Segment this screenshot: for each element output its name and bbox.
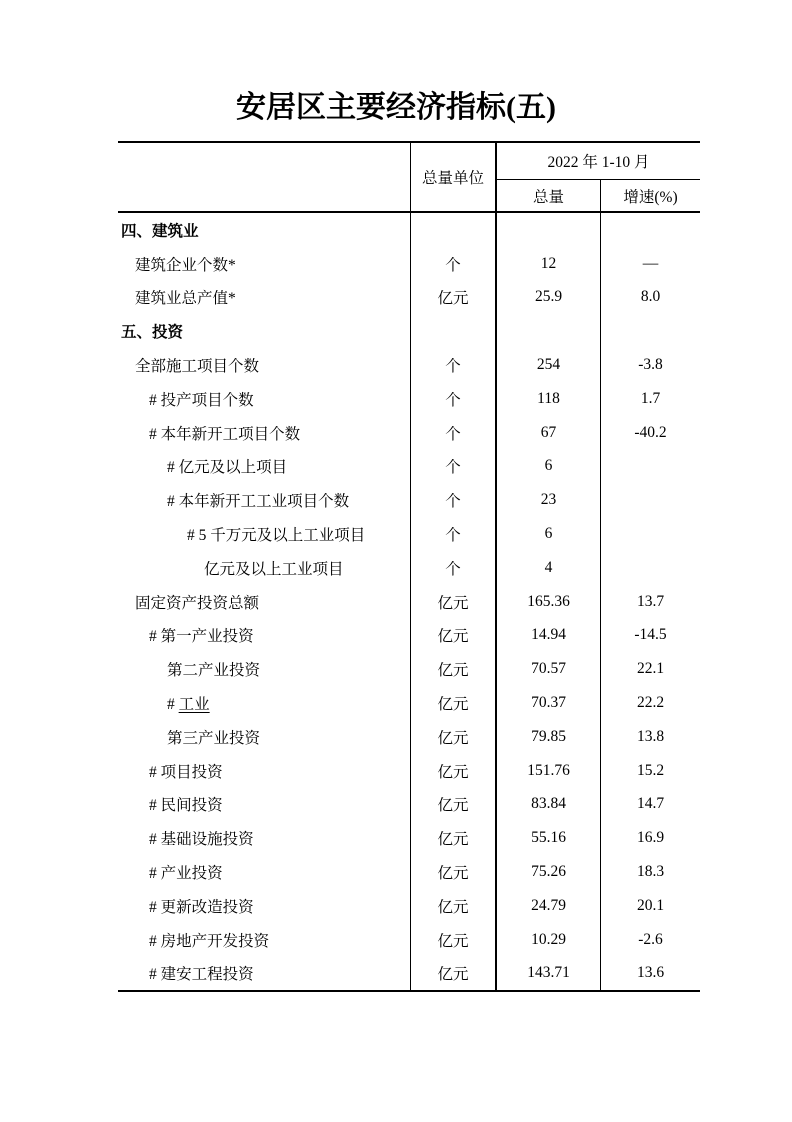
- row-total-cell: 6: [544, 525, 553, 543]
- row-growth-cell: 14.7: [600, 788, 700, 822]
- row-growth-cell: 22.2: [600, 686, 700, 720]
- row-indicator-label: 建筑企业个数*: [135, 256, 236, 274]
- row-indicator-label: 第三产业投资: [167, 729, 261, 747]
- row-indicator-label: 第二产业投资: [167, 662, 261, 680]
- row-indicator-label: # 产业投资: [149, 865, 223, 883]
- table-row: [118, 281, 700, 315]
- table-row: [118, 754, 700, 788]
- table-header: [118, 141, 700, 213]
- row-unit-cell: 亿元: [410, 619, 497, 653]
- row-unit-cell: 个: [410, 517, 497, 551]
- table-row: [118, 517, 700, 551]
- row-unit-cell: 亿元: [410, 923, 497, 957]
- header-growth: 增速(%): [600, 180, 700, 211]
- row-growth-cell: 20.1: [600, 889, 700, 923]
- row-total-cell: 14.94: [531, 626, 566, 644]
- row-unit-cell: 亿元: [410, 754, 497, 788]
- row-indicator-label: 固定资产投资总额: [135, 594, 260, 612]
- table-row: [118, 585, 700, 619]
- row-indicator-label: # 房地产开发投资: [149, 932, 270, 950]
- row-unit-cell: 个: [410, 247, 497, 281]
- row-total-cell: 79.85: [531, 727, 566, 745]
- row-total-cell: 143.71: [527, 964, 570, 982]
- row-total-cell: [497, 314, 600, 348]
- table-row: [118, 382, 700, 416]
- row-indicator-label: 四、建筑业: [121, 222, 199, 240]
- row-total-cell: 23: [540, 491, 557, 509]
- table-row: [118, 821, 700, 855]
- row-unit-cell: 亿元: [410, 585, 497, 619]
- row-total-cell: 70.37: [531, 694, 566, 712]
- row-indicator-label: # 工业: [167, 696, 210, 714]
- row-indicator-label: # 更新改造投资: [149, 898, 254, 916]
- row-unit-cell: 亿元: [410, 652, 497, 686]
- header-unit: 总量单位: [410, 143, 497, 211]
- row-unit-cell: 个: [410, 450, 497, 484]
- economic-indicators-table: [118, 141, 700, 992]
- table-row: [118, 483, 700, 517]
- row-indicator-label: # 本年新开工项目个数: [149, 425, 301, 443]
- row-growth-cell: -3.8: [600, 348, 700, 382]
- row-growth-cell: [600, 314, 700, 348]
- row-growth-cell: -14.5: [600, 619, 700, 653]
- table-row: [118, 652, 700, 686]
- row-indicator-label: 建筑业总产值*: [135, 290, 236, 308]
- row-growth-cell: [600, 450, 700, 484]
- row-unit-cell: 个: [410, 382, 497, 416]
- row-indicator-label: # 投产项目个数: [149, 391, 254, 409]
- row-indicator-label: 亿元及以上工业项目: [204, 560, 344, 578]
- row-unit-cell: 亿元: [410, 855, 497, 889]
- table-row: [118, 450, 700, 484]
- table-row: [118, 923, 700, 957]
- row-total-cell: 254: [536, 356, 561, 374]
- row-growth-cell: [600, 483, 700, 517]
- row-growth-cell: [600, 551, 700, 585]
- row-total-cell: 10.29: [531, 930, 566, 948]
- row-indicator-label: 五、投资: [121, 324, 184, 342]
- table-row: [118, 788, 700, 822]
- row-indicator-label: # 民间投资: [149, 797, 223, 815]
- table-row: [118, 686, 700, 720]
- row-growth-cell: [600, 213, 700, 247]
- row-indicator-label: 全部施工项目个数: [135, 358, 260, 376]
- row-total-cell: 4: [544, 558, 553, 576]
- table-row: [118, 213, 700, 247]
- row-growth-cell: 1.7: [600, 382, 700, 416]
- row-growth-cell: [600, 517, 700, 551]
- row-total-cell: 70.57: [531, 660, 566, 678]
- row-indicator-label: # 亿元及以上项目: [167, 459, 288, 477]
- table-row: [118, 720, 700, 754]
- row-indicator-label: # 第一产业投资: [149, 628, 254, 646]
- row-growth-cell: -40.2: [600, 416, 700, 450]
- header-total: 总量: [532, 188, 564, 206]
- table-body: [118, 213, 700, 992]
- row-total-cell: 67: [540, 423, 557, 441]
- row-growth-cell: 13.7: [600, 585, 700, 619]
- table-row: [118, 551, 700, 585]
- row-unit-cell: 亿元: [410, 889, 497, 923]
- table-row: [118, 314, 700, 348]
- header-indicator-empty: [118, 143, 410, 211]
- row-total-cell: 6: [544, 457, 553, 475]
- row-growth-cell: 8.0: [600, 281, 700, 315]
- row-indicator-label: # 本年新开工工业项目个数: [167, 493, 350, 511]
- row-growth-cell: 15.2: [600, 754, 700, 788]
- row-total-cell: [497, 213, 600, 247]
- row-unit-cell: 亿元: [410, 821, 497, 855]
- row-growth-cell: 16.9: [600, 821, 700, 855]
- row-unit-cell: 个: [410, 551, 497, 585]
- table-row: [118, 855, 700, 889]
- row-indicator-label: # 建安工程投资: [149, 966, 254, 984]
- table-row: [118, 416, 700, 450]
- table-row: [118, 889, 700, 923]
- row-unit-cell: 亿元: [410, 686, 497, 720]
- row-indicator-label: # 5 千万元及以上工业项目: [187, 527, 366, 545]
- row-unit-cell: 亿元: [410, 957, 497, 991]
- row-total-cell: 25.9: [534, 288, 563, 306]
- row-indicator-label: # 基础设施投资: [149, 831, 254, 849]
- row-unit-cell: 亿元: [410, 281, 497, 315]
- row-total-cell: 55.16: [531, 829, 566, 847]
- row-unit-cell: [410, 314, 497, 348]
- row-unit-cell: 亿元: [410, 788, 497, 822]
- row-unit-cell: 个: [410, 348, 497, 382]
- row-indicator-label: # 项目投资: [149, 763, 223, 781]
- row-growth-cell: 22.1: [600, 652, 700, 686]
- row-total-cell: 118: [537, 389, 560, 407]
- row-total-cell: 75.26: [531, 863, 566, 881]
- row-growth-cell: -2.6: [600, 923, 700, 957]
- row-total-cell: 24.79: [531, 896, 566, 914]
- row-total-cell: 12: [540, 254, 557, 272]
- row-growth-cell: 18.3: [600, 855, 700, 889]
- table-row: [118, 957, 700, 991]
- table-row: [118, 348, 700, 382]
- row-unit-cell: 亿元: [410, 720, 497, 754]
- row-growth-cell: —: [600, 247, 700, 281]
- row-unit-cell: 个: [410, 483, 497, 517]
- row-growth-cell: 13.6: [600, 957, 700, 991]
- page-title: 安居区主要经济指标(五): [236, 91, 556, 124]
- row-total-cell: 151.76: [527, 761, 570, 779]
- row-unit-cell: 个: [410, 416, 497, 450]
- row-total-cell: 83.84: [531, 795, 566, 813]
- header-period: 2022 年 1-10 月: [497, 143, 700, 180]
- table-row: [118, 247, 700, 281]
- table-row: [118, 619, 700, 653]
- row-total-cell: 165.36: [527, 592, 570, 610]
- row-unit-cell: [410, 213, 497, 247]
- row-growth-cell: 13.8: [600, 720, 700, 754]
